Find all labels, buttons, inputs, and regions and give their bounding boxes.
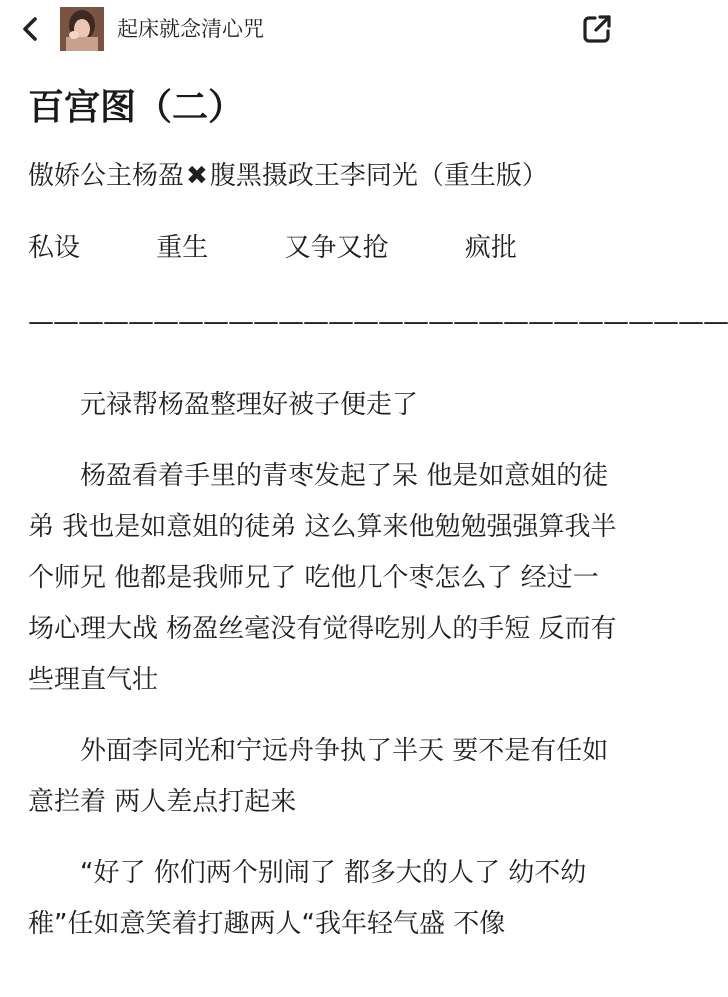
paragraph: “好了 你们两个别闹了 都多大的人了 幼不幼稚”任如意笑着打趣两人“我年轻气盛 不像 — [28, 858, 587, 939]
article-title: 百宫图（二） — [28, 87, 245, 128]
back-button[interactable] — [14, 12, 48, 46]
avatar-image — [60, 7, 104, 51]
cross-icon: ✖ — [186, 161, 208, 191]
author-avatar[interactable] — [60, 7, 104, 51]
author-name[interactable]: 起床就念清心咒 — [117, 17, 264, 41]
divider-line: ———————————————————————————— — [28, 307, 728, 337]
share-button[interactable] — [580, 12, 614, 46]
top-bar — [0, 0, 640, 58]
subtitle-left: 傲娇公主杨盈 — [28, 161, 185, 191]
paragraph: 杨盈看着手里的青枣发起了呆 他是如意姐的徒弟 我也是如意姐的徒弟 这么算来他勉勉强强算我半个师兄 他都是我师兄了 吃他几个枣怎么了 经过一场心理大战 杨盈丝毫没有觉得吃别人的手短 反而有些理直气壮 — [28, 461, 617, 695]
tag-item: 重生 — [156, 233, 209, 263]
subtitle-right: 腹黑摄政王李同光（重生版） — [209, 161, 548, 191]
article — [28, 70, 728, 950]
tag-list — [28, 226, 618, 270]
article-subtitle — [28, 154, 618, 198]
tag-item: 又争又抢 — [284, 233, 389, 263]
tag-item: 私设 — [28, 233, 81, 263]
share-external-icon — [580, 12, 614, 46]
paragraph: 外面李同光和宁远舟争执了半天 要不是有任如意拦着 两人差点打起来 — [28, 736, 609, 817]
chevron-left-icon — [14, 12, 48, 46]
tag-item: 疯批 — [464, 233, 517, 263]
paragraph: 元禄帮杨盈整理好被子便走了 — [80, 390, 419, 420]
